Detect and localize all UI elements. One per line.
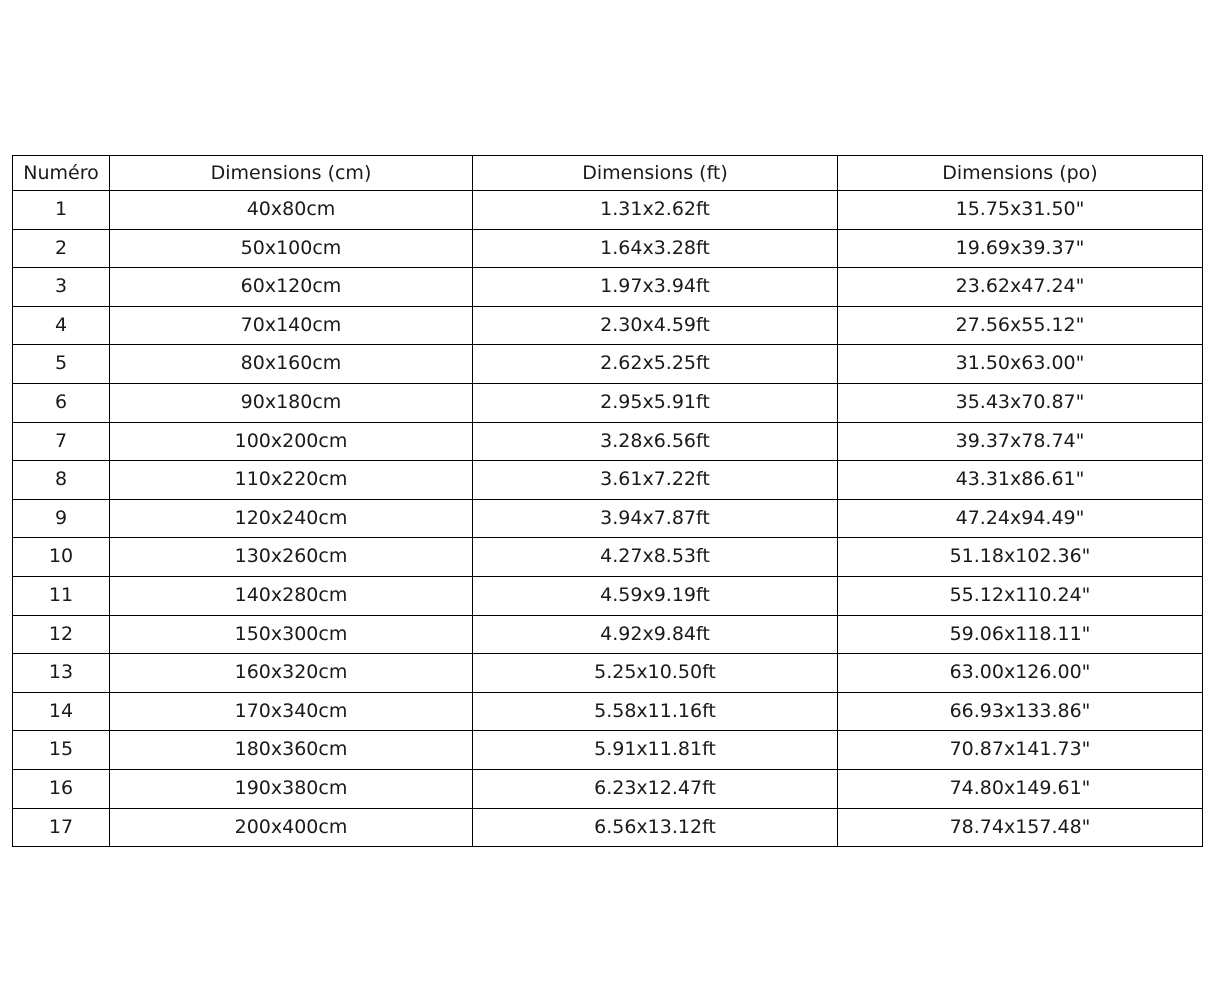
cell-numero: 5 bbox=[13, 345, 110, 384]
table-row bbox=[13, 191, 1203, 230]
table-row bbox=[13, 654, 1203, 693]
cell-numero: 17 bbox=[13, 808, 110, 847]
cell-numero: 6 bbox=[13, 383, 110, 422]
column-header-dimensions-cm: Dimensions (cm) bbox=[110, 156, 473, 191]
column-header-numero: Numéro bbox=[13, 156, 110, 191]
cell-dimensions-po: 59.06x118.11" bbox=[838, 615, 1203, 654]
cell-dimensions-ft: 1.97x3.94ft bbox=[473, 268, 838, 307]
table-row bbox=[13, 345, 1203, 384]
cell-dimensions-cm: 100x200cm bbox=[110, 422, 473, 461]
cell-dimensions-po: 19.69x39.37" bbox=[838, 229, 1203, 268]
cell-numero: 3 bbox=[13, 268, 110, 307]
cell-dimensions-ft: 5.58x11.16ft bbox=[473, 692, 838, 731]
cell-dimensions-cm: 180x360cm bbox=[110, 731, 473, 770]
cell-dimensions-ft: 4.59x9.19ft bbox=[473, 576, 838, 615]
cell-dimensions-ft: 2.30x4.59ft bbox=[473, 306, 838, 345]
cell-dimensions-po: 39.37x78.74" bbox=[838, 422, 1203, 461]
cell-dimensions-cm: 120x240cm bbox=[110, 499, 473, 538]
cell-dimensions-po: 70.87x141.73" bbox=[838, 731, 1203, 770]
cell-dimensions-po: 66.93x133.86" bbox=[838, 692, 1203, 731]
cell-dimensions-ft: 3.61x7.22ft bbox=[473, 461, 838, 500]
cell-numero: 15 bbox=[13, 731, 110, 770]
cell-dimensions-po: 55.12x110.24" bbox=[838, 576, 1203, 615]
table-row bbox=[13, 306, 1203, 345]
cell-dimensions-po: 23.62x47.24" bbox=[838, 268, 1203, 307]
cell-dimensions-ft: 1.31x2.62ft bbox=[473, 191, 838, 230]
cell-numero: 2 bbox=[13, 229, 110, 268]
cell-numero: 1 bbox=[13, 191, 110, 230]
cell-dimensions-cm: 90x180cm bbox=[110, 383, 473, 422]
cell-dimensions-cm: 170x340cm bbox=[110, 692, 473, 731]
cell-numero: 16 bbox=[13, 769, 110, 808]
cell-dimensions-po: 15.75x31.50" bbox=[838, 191, 1203, 230]
cell-dimensions-po: 63.00x126.00" bbox=[838, 654, 1203, 693]
cell-dimensions-po: 78.74x157.48" bbox=[838, 808, 1203, 847]
cell-dimensions-po: 35.43x70.87" bbox=[838, 383, 1203, 422]
cell-dimensions-cm: 40x80cm bbox=[110, 191, 473, 230]
table-row bbox=[13, 615, 1203, 654]
table-body bbox=[13, 191, 1203, 847]
cell-dimensions-po: 31.50x63.00" bbox=[838, 345, 1203, 384]
table-row bbox=[13, 268, 1203, 307]
cell-dimensions-po: 43.31x86.61" bbox=[838, 461, 1203, 500]
cell-numero: 10 bbox=[13, 538, 110, 577]
cell-dimensions-cm: 60x120cm bbox=[110, 268, 473, 307]
table-row bbox=[13, 808, 1203, 847]
dimensions-table bbox=[12, 155, 1203, 847]
cell-dimensions-ft: 5.25x10.50ft bbox=[473, 654, 838, 693]
cell-dimensions-cm: 130x260cm bbox=[110, 538, 473, 577]
cell-dimensions-ft: 2.62x5.25ft bbox=[473, 345, 838, 384]
table-row bbox=[13, 383, 1203, 422]
cell-numero: 11 bbox=[13, 576, 110, 615]
table-header-row bbox=[13, 156, 1203, 191]
table-row bbox=[13, 576, 1203, 615]
column-header-dimensions-ft: Dimensions (ft) bbox=[473, 156, 838, 191]
cell-dimensions-cm: 80x160cm bbox=[110, 345, 473, 384]
cell-dimensions-ft: 5.91x11.81ft bbox=[473, 731, 838, 770]
cell-dimensions-cm: 110x220cm bbox=[110, 461, 473, 500]
cell-dimensions-ft: 6.23x12.47ft bbox=[473, 769, 838, 808]
table-row bbox=[13, 229, 1203, 268]
column-header-dimensions-po: Dimensions (po) bbox=[838, 156, 1203, 191]
cell-dimensions-ft: 4.92x9.84ft bbox=[473, 615, 838, 654]
table-row bbox=[13, 461, 1203, 500]
table-row bbox=[13, 731, 1203, 770]
cell-dimensions-cm: 50x100cm bbox=[110, 229, 473, 268]
table-row bbox=[13, 422, 1203, 461]
cell-numero: 14 bbox=[13, 692, 110, 731]
cell-dimensions-ft: 3.28x6.56ft bbox=[473, 422, 838, 461]
cell-dimensions-po: 47.24x94.49" bbox=[838, 499, 1203, 538]
table-row bbox=[13, 499, 1203, 538]
cell-dimensions-ft: 6.56x13.12ft bbox=[473, 808, 838, 847]
cell-dimensions-cm: 150x300cm bbox=[110, 615, 473, 654]
cell-numero: 7 bbox=[13, 422, 110, 461]
cell-numero: 8 bbox=[13, 461, 110, 500]
cell-dimensions-po: 27.56x55.12" bbox=[838, 306, 1203, 345]
table-header bbox=[13, 156, 1203, 191]
table-row bbox=[13, 769, 1203, 808]
cell-dimensions-cm: 160x320cm bbox=[110, 654, 473, 693]
table-row bbox=[13, 692, 1203, 731]
cell-dimensions-po: 51.18x102.36" bbox=[838, 538, 1203, 577]
cell-numero: 13 bbox=[13, 654, 110, 693]
cell-dimensions-cm: 190x380cm bbox=[110, 769, 473, 808]
cell-dimensions-cm: 200x400cm bbox=[110, 808, 473, 847]
cell-dimensions-ft: 4.27x8.53ft bbox=[473, 538, 838, 577]
cell-dimensions-ft: 3.94x7.87ft bbox=[473, 499, 838, 538]
cell-numero: 12 bbox=[13, 615, 110, 654]
table-row bbox=[13, 538, 1203, 577]
cell-dimensions-cm: 70x140cm bbox=[110, 306, 473, 345]
cell-numero: 9 bbox=[13, 499, 110, 538]
cell-numero: 4 bbox=[13, 306, 110, 345]
cell-dimensions-ft: 2.95x5.91ft bbox=[473, 383, 838, 422]
cell-dimensions-cm: 140x280cm bbox=[110, 576, 473, 615]
cell-dimensions-ft: 1.64x3.28ft bbox=[473, 229, 838, 268]
dimensions-table-container bbox=[12, 155, 1202, 847]
cell-dimensions-po: 74.80x149.61" bbox=[838, 769, 1203, 808]
